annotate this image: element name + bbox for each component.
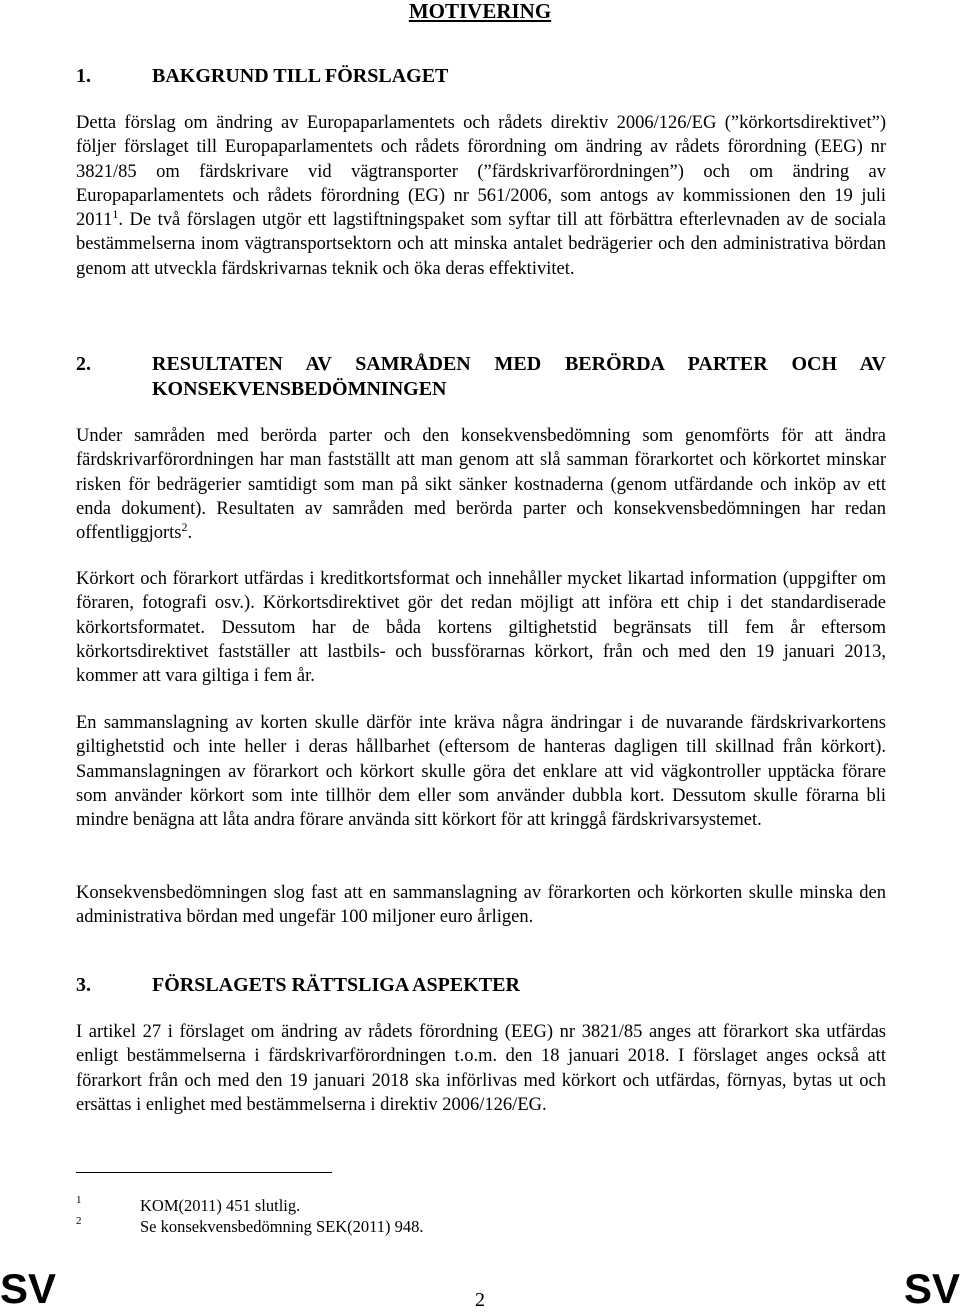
document-title: MOTIVERING [408, 0, 552, 23]
footnote-ref: 2 [181, 520, 188, 535]
section-number: 3. [76, 974, 91, 996]
paragraph: Under samråden med berörda parter och den konsekvensbedömning som genomförts för att ändra färdskrivarförordningen har man fastställt att man genom att slå samman förarkortet och körkortet minskar risken för bedrägerier samtidigt som man på sikt sänker kostnaderna (genom utfärdande och inköp av ett enda dokument). Resultaten av samråden med berörda parter och konsekvensbedömningen har redan offentliggjorts$^2$. [76, 426, 886, 544]
paragraph: I artikel 27 i förslaget om ändring av rådets förordning (EEG) nr 3821/85 anges att förarkort ska utfärdas enligt bestämmelserna i färdskrivarförordningen t.o.m. den 18 januari 2018. I förslaget anges också att förarkort från och med den 19 januari 2018 ska införlivas med körkort och utfärdas, förnyas, bytas ut och ersättas i enlighet med bestämmelserna i direktiv 2006/126/EG. [76, 1022, 886, 1115]
footnote-text: Se konsekvensbedömning SEK(2011) 948. [140, 1217, 424, 1236]
page-number: 2 [475, 1289, 485, 1311]
footnote-number: 2 [76, 1215, 82, 1227]
footnote-text: KOM(2011) 451 slutlig. [140, 1196, 301, 1215]
paragraph: Körkort och förarkort utfärdas i kreditkortsformat och innehåller mycket likartad information (uppgifter om föraren, fotografi osv.). Körkortsdirektivet gör det redan möjligt att införa ett chip i det standardiserade körkortsformatet. Dessutom har de båda kortens giltighetstid begränsats till fem år eftersom körkortsdirektivet fastställer att lastbils- och bussförarnas körkort, från och med den 19 januari 2013, kommer att vara giltiga i fem år. [76, 569, 886, 687]
paragraph: En sammanslagning av korten skulle därför inte kräva några ändringar i de nuvarande färdskrivarkortens giltighetstid och inte heller i deras hållbarhet (eftersom de hanteras dagligen till skillnad från körkort). Sammanslagningen av förarkort och körkort skulle göra det enklare att vid vägkontroller upptäcka förare som använder körkort som inte tillhör dem eller som använder dubbla kort. Dessutom skulle förarna bli mindre benägna att låta andra förare använda sitt körkort för att kringgå färdskrivarsystemet. [76, 713, 886, 831]
section-number: 2. [76, 353, 91, 375]
paragraph: Detta förslag om ändring av Europaparlamentets och rådets direktiv 2006/126/EG (”körkortsdirektivet”) följer förslaget till Europaparlamentets och rådets förordning om ändring av rådets förordning (EEG) nr 3821/85 om färdskrivare vid vägtransporter (”färdskrivarförordningen”) och om ändring av Europaparlamentets och rådets förordning (EG) nr 561/2006, som antogs av kommissionen den 19 juli 2011$^1$. De två förslagen utgör ett lagstiftningspaket som syftar till att förbättra efterlevnaden av de sociala bestämmelserna inom vägtransportsektorn och att minska antalet bedrägerier och den administrativa bördan genom att utveckla färdskrivarnas teknik och öka deras effektivitet. [76, 113, 886, 279]
section-title: BAKGRUND TILL FÖRSLAGET [152, 65, 449, 87]
footnote-ref: 1 [112, 207, 119, 222]
language-code-left: SV [0, 1265, 57, 1312]
language-code-right: SV [903, 1265, 960, 1312]
footnote-separator [76, 1172, 332, 1173]
section-number: 1. [76, 65, 91, 87]
section-title: RESULTATEN AV SAMRÅDEN MED BERÖRDA PARTER OCH AV KONSEKVENSBEDÖMNINGEN [152, 353, 886, 400]
footnote-number: 1 [76, 1194, 82, 1206]
section-title: FÖRSLAGETS RÄTTSLIGA ASPEKTER [152, 974, 520, 996]
paragraph: Konsekvensbedömningen slog fast att en sammanslagning av förarkorten och körkorten skulle minska den administrativa bördan med ungefär 100 miljoner euro årligen. [76, 883, 886, 928]
